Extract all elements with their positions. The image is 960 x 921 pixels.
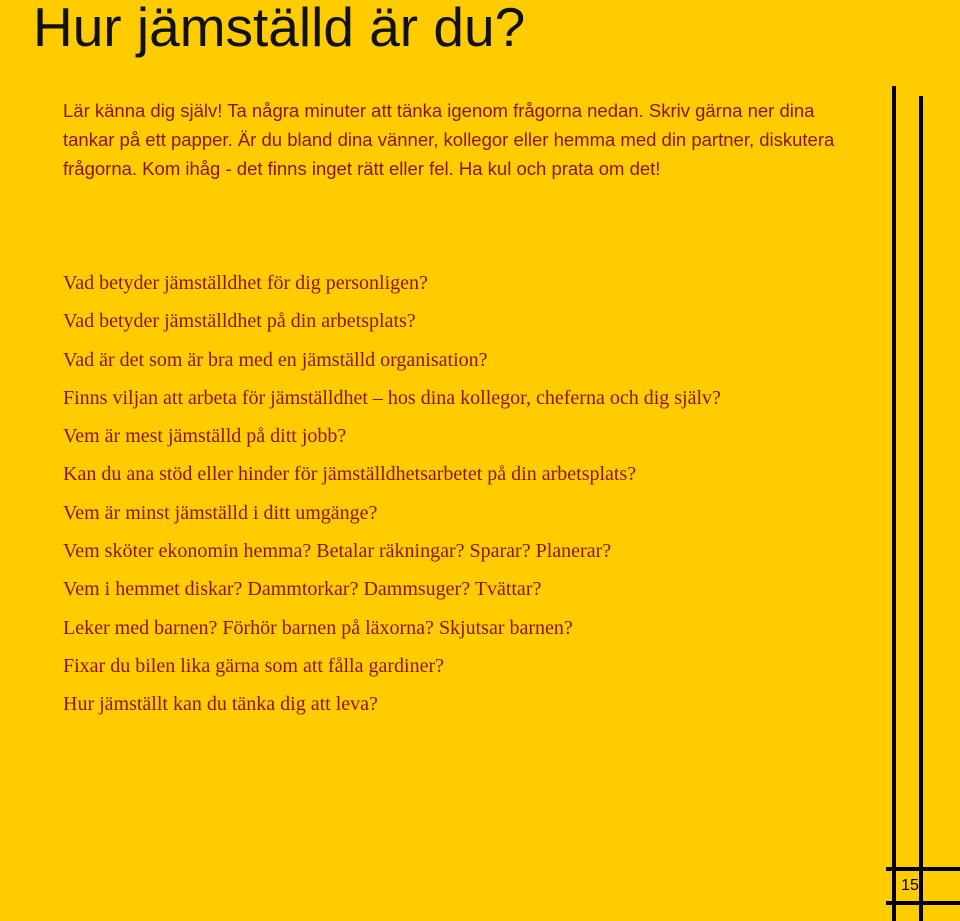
question-item: Vad betyder jämställdhet för dig personligen? [63, 272, 428, 294]
question-item: Fixar du bilen lika gärna som att fålla gardiner? [63, 654, 444, 677]
question-item: Vad betyder jämställdhet på din arbetsplats? [63, 310, 416, 333]
page-number-box-bottom-line [886, 901, 960, 905]
question-item: Vem är minst jämställd i ditt umgänge? [63, 501, 378, 524]
question-item: Vem är mest jämställd på ditt jobb? [63, 425, 347, 448]
intro-paragraph: Lär känna dig själv! Ta några minuter att tänka igenom frågorna nedan. Skriv gärna ner dina tankar på ett papper. Är du bland dina vänner, kollegor eller hemma med din partner, diskutera frågorna. Kom ihåg - det finns inget rätt eller fel. Ha kul och prata om det! [63, 100, 835, 179]
question-item: Hur jämställt kan du tänka dig att leva? [63, 693, 378, 716]
question-item: Kan du ana stöd eller hinder för jämställdhetsarbetet på din arbetsplats? [63, 463, 637, 486]
question-list [63, 264, 721, 724]
question-item: Vad är det som är bra med en jämställd organisation? [63, 348, 488, 371]
question-item: Vem i hemmet diskar? Dammtorkar? Dammsuger? Tvättar? [63, 578, 542, 601]
page-number: 15 [901, 877, 919, 894]
decorative-vertical-line-outer [892, 86, 896, 921]
question-item: Finns viljan att arbeta för jämställdhet – hos dina kollegor, cheferna och dig själv? [63, 386, 721, 409]
question-item: Vem sköter ekonomin hemma? Betalar räkningar? Sparar? Planerar? [63, 540, 612, 563]
question-item: Leker med barnen? Förhör barnen på läxorna? Skjutsar barnen? [63, 616, 573, 639]
page-title: Hur jämställd är du? [33, 0, 526, 58]
decorative-vertical-line-inner [919, 96, 923, 921]
